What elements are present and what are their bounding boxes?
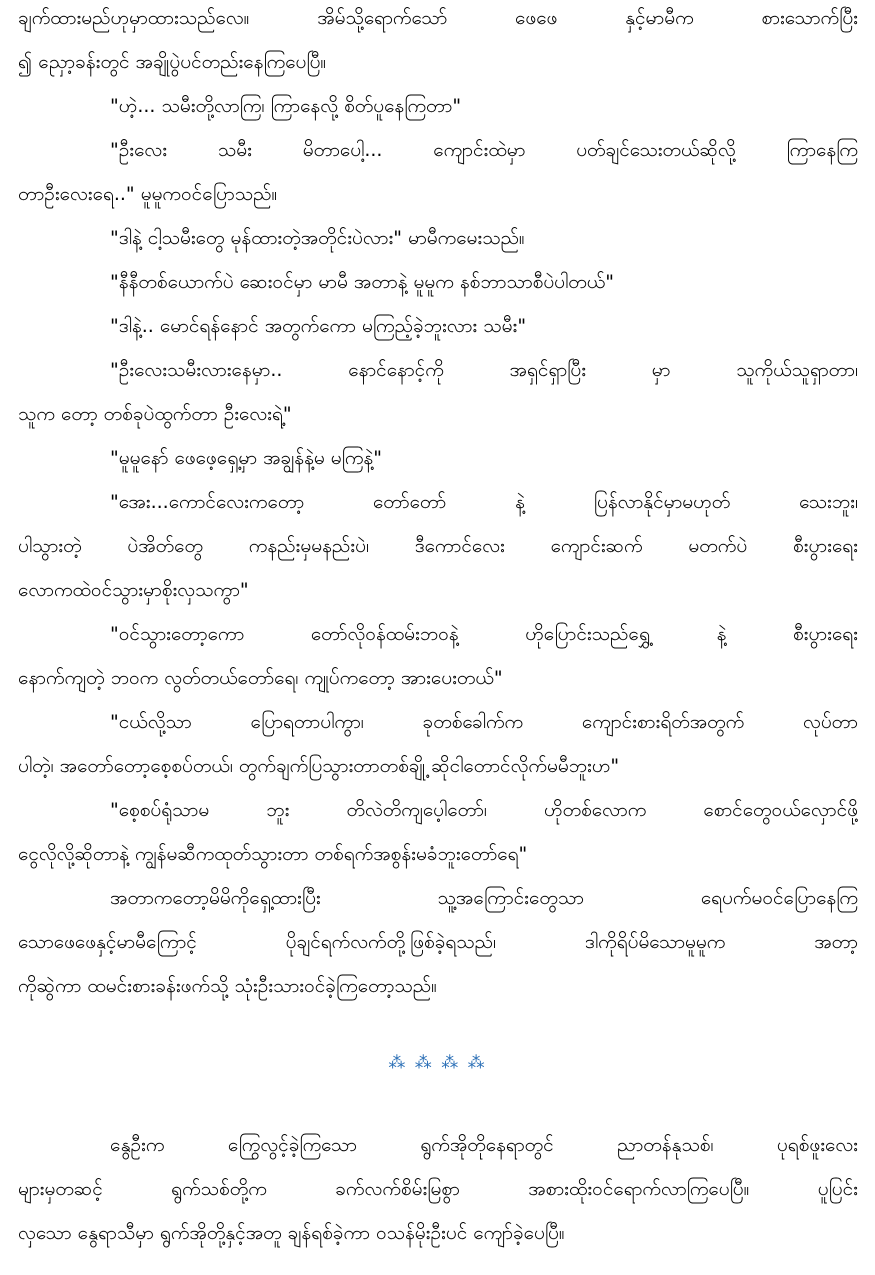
- text-line: "ဒါနဲ့.. မောင်ရန်နောင် အတွက်ကော မကြည့်ခဲ့ဘူးလား သမီး": [110, 315, 527, 337]
- text-line: တာဦးလေးရေ.." မူမူကဝင်ပြောသည်။: [18, 183, 278, 205]
- text-line: ပါတဲ့၊ အတော်တော့စေ့စပ်တယ်၊ တွက်ချက်ပြသွားတာတစ်ချို့ ဆိုငါတောင်လိုက်မမီဘူးဟ": [18, 755, 620, 777]
- text-line: "ဒါနဲ့ ငါ့သမီးတွေ မုန်ထားတဲ့အတိုင်းပဲလား" မာမီကမေးသည်။: [110, 227, 525, 249]
- text-line: သူက တော့ တစ်ခုပဲထွက်တာ ဦးလေးရဲ့": [18, 403, 292, 425]
- text-line: နွေဦးက ကြွေလွင့်ခဲ့ကြသော ရွက်အိုတိုနေရာတွင် ညာတန်နုသစ်၊ ပုရစ်ဖူးလေး: [110, 1134, 858, 1156]
- text-line: "ဝင်သွားတော့ကော တော်လိုဝန်ထမ်းဘဝနဲ့ ဟိုပြောင်းသည်ရွှေ့ နဲ့ စီးပွားရေး: [110, 623, 858, 645]
- text-line: "ဦးလေး သမီး မိတာပေါ့... ကျောင်းထဲမှာ ပတ်ချင်သေးတယ်ဆိုလို့ ကြာနေကြ: [110, 139, 858, 161]
- story-section-1: [18, 4, 858, 1016]
- text-line: "ငယ်လို့သာ ပြောရတာပါကွာ၊ ခုတစ်ခေါက်က ကျောင်းစားရိတ်အတွက် လုပ်တာ: [110, 711, 858, 733]
- text-line: အတာကတော့မိမိကိုရှေ့ထားပြီး သူ့အကြောင်းတွေသာ ရေပက်မဝင်ပြောနေကြ: [110, 887, 858, 909]
- text-line: ချက်ထားမည်ဟုမှာထားသည်လေ။ အိမ်သို့ရောက်သော် ဖေဖေ နှင့်မာမီက စားသောက်ပြီး: [18, 7, 858, 29]
- text-line: ငွေလိုလို့ဆိုတာနဲ့ ကျွန်မဆီကထုတ်သွားတာ တစ်ရက်အစွန်းမခံဘူးတော်ရေ": [18, 843, 528, 865]
- section-separator: ⁂ ⁂ ⁂ ⁂: [388, 1053, 487, 1073]
- text-line: လောကထဲဝင်သွားမှာစိုးလှသကွာ": [18, 579, 249, 601]
- text-line: "နီနီတစ်ယောက်ပဲ ဆေးဝင်မှာ မာမီ အတာနဲ့ မူမူက နစ်ဘာသာစီပဲပါတယ်": [110, 271, 614, 293]
- story-section-2: [18, 1131, 858, 1263]
- text-line: "ဦးလေးသမီးလားနေမှာ.. နောင်နောင့်ကို အရှင်ရှာပြီး မှာ သူကိုယ်သူရှာတာ၊: [110, 359, 858, 381]
- text-line: နောက်ကျတဲ့ ဘဝက လွတ်တယ်တော်ရေ၊ ကျုပ်ကတော့ အားပေးတယ်": [18, 667, 503, 689]
- text-line: ပါသွားတဲ့ ပဲအိတ်တွေ ကနည်းမှမနည်းပဲ၊ ဒီကောင်လေး ကျောင်းဆက် မတက်ပဲ စီးပွားရေး: [18, 535, 858, 557]
- text-line: လှသော နွေရာသီမှာ ရွက်အိုတို့နှင့်အတူ ချန်ရစ်ခဲ့ကာ ဝသန်မိုးဦးပင် ကျော်ခဲ့ပေပြီ။: [18, 1222, 565, 1244]
- text-line: သောဖေဖေနှင့်မာမီကြောင့် ပိုချင်ရက်လက်တို့ဖြစ်ခဲ့ရသည်၊ ဒါကိုရိပ်မိသောမူမူက အတာ့: [18, 931, 858, 953]
- text-line: "မူမူနော် ဖေဖေ့ရှေ့မှာ အချွန်နဲ့မ မကြနဲ့": [110, 447, 383, 469]
- text-line: ၍ ညှော့ခန်းတွင် အချိုပွဲပင်တည်းနေကြပေပြီ။: [18, 51, 327, 73]
- text-line: များမှတဆင့် ရွက်သစ်တို့က ခက်လက်စိမ်းမြစွာ အစားထိုးဝင်ရောက်လာကြပေပြီ။ ပူပြင်း: [18, 1178, 858, 1200]
- text-line: ကိုဆွဲကာ ထမင်းစားခန်းဖက်သို့ သုံးဦးသားဝင်ခဲ့ကြတော့သည်။: [18, 975, 437, 997]
- text-line: "စေ့စပ်ရုံသာမ ဘူး တိလဲတိကျပေ့ါတော်၊ ဟိုတစ်လောက စောင်တွေဝယ်လှောင်ဖို့: [110, 799, 858, 821]
- text-line: "ဟဲ့... သမီးတို့လာကြ၊ ကြာနေလို့ စိတ်ပူနေကြတာ": [110, 95, 462, 117]
- text-line: "အေး...ကောင်လေးကတော့ တော်တော် နဲ့ ပြန်လာနိုင်မှာမဟုတ် သေးဘူး၊: [110, 491, 858, 513]
